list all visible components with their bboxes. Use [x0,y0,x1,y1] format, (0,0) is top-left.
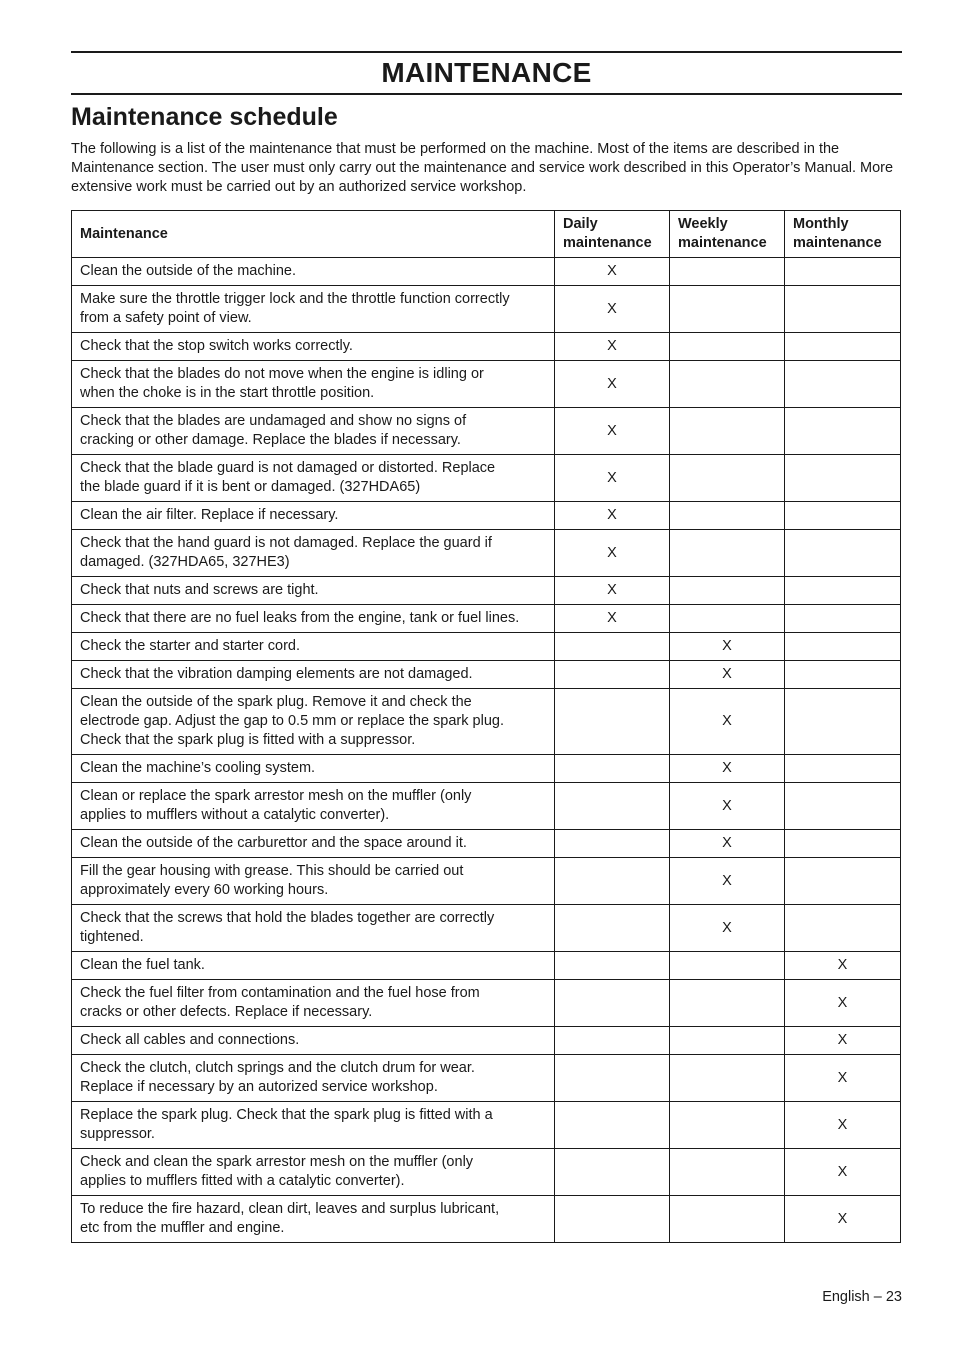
daily-cell: X [555,455,670,502]
table-row [72,577,901,605]
daily-cell [555,689,670,755]
maintenance-schedule-table [71,210,901,1243]
daily-cell [555,1102,670,1149]
task-cell: Check that there are no fuel leaks from the engine, tank or fuel lines. [72,605,555,633]
daily-cell: X [555,286,670,333]
daily-cell: X [555,258,670,286]
weekly-cell [670,530,785,577]
task-cell: Clean or replace the spark arrestor mesh on the muffler (only applies to mufflers without a catalytic converter). [72,783,555,830]
daily-cell [555,980,670,1027]
weekly-cell [670,1196,785,1243]
weekly-cell [670,952,785,980]
task-cell: Check that the stop switch works correctly. [72,333,555,361]
daily-cell: X [555,530,670,577]
monthly-cell: X [785,980,901,1027]
task-cell: Make sure the throttle trigger lock and the throttle function correctly from a safety point of view. [72,286,555,333]
daily-cell [555,1027,670,1055]
task-cell: Check the starter and starter cord. [72,633,555,661]
task-cell: Check that the screws that hold the blades together are correctly tightened. [72,905,555,952]
col-header-weekly: Weekly maintenance [670,211,785,258]
table-row [72,333,901,361]
monthly-cell [785,661,901,689]
task-cell: Check the clutch, clutch springs and the clutch drum for wear. Replace if necessary by an autorized service workshop. [72,1055,555,1102]
monthly-cell [785,455,901,502]
weekly-cell [670,1149,785,1196]
monthly-cell [785,755,901,783]
task-cell: Clean the machine’s cooling system. [72,755,555,783]
weekly-cell: X [670,905,785,952]
task-cell: Clean the outside of the carburettor and the space around it. [72,830,555,858]
monthly-cell [785,905,901,952]
weekly-cell [670,361,785,408]
task-cell: Check that the blades are undamaged and show no signs of cracking or other damage. Replace the blades if necessary. [72,408,555,455]
weekly-cell: X [670,755,785,783]
table-row [72,661,901,689]
weekly-cell: X [670,661,785,689]
task-cell: Check that nuts and screws are tight. [72,577,555,605]
monthly-cell [785,858,901,905]
col-header-daily: Daily maintenance [555,211,670,258]
daily-cell [555,661,670,689]
table-row [72,1102,901,1149]
monthly-cell: X [785,952,901,980]
daily-cell [555,783,670,830]
monthly-cell [785,689,901,755]
daily-cell: X [555,333,670,361]
table-row [72,980,901,1027]
table-row [72,633,901,661]
table-row [72,286,901,333]
table-row [72,905,901,952]
table-row [72,689,901,755]
daily-cell [555,633,670,661]
task-cell: Check that the blades do not move when the engine is idling or when the choke is in the start throttle position. [72,361,555,408]
task-cell: Clean the air filter. Replace if necessary. [72,502,555,530]
table-row [72,952,901,980]
task-cell: Check the fuel filter from contamination and the fuel hose from cracks or other defects. Replace if necessary. [72,980,555,1027]
chapter-banner: MAINTENANCE [71,51,902,95]
monthly-cell: X [785,1055,901,1102]
task-cell: Check that the blade guard is not damaged or distorted. Replace the blade guard if it is bent or damaged. (327HDA65) [72,455,555,502]
daily-cell [555,905,670,952]
daily-cell [555,1196,670,1243]
weekly-cell [670,408,785,455]
monthly-cell [785,530,901,577]
task-cell: Clean the outside of the spark plug. Remove it and check the electrode gap. Adjust the gap to 0.5 mm or replace the spark plug. Check that the spark plug is fitted with a suppressor. [72,689,555,755]
weekly-cell [670,502,785,530]
monthly-cell: X [785,1196,901,1243]
page [71,51,902,1243]
weekly-cell [670,577,785,605]
table-row [72,1196,901,1243]
intro-paragraph: The following is a list of the maintenance that must be performed on the machine. Most of the items are described in the Maintenance section. The user must only carry out the maintenance and service work described in this Operator’s Manual. More extensive work must be carried out by an authorized service workshop. [71,141,894,195]
daily-cell [555,1055,670,1102]
weekly-cell [670,1055,785,1102]
table-row [72,605,901,633]
weekly-cell: X [670,783,785,830]
table-row [72,858,901,905]
daily-cell [555,755,670,783]
section-title: Maintenance schedule [71,103,338,131]
task-cell: Check and clean the spark arrestor mesh on the muffler (only applies to mufflers fitted with a catalytic converter). [72,1149,555,1196]
weekly-cell: X [670,830,785,858]
monthly-cell [785,502,901,530]
col-header-maintenance: Maintenance [72,211,555,258]
table-row [72,1027,901,1055]
table-row [72,1055,901,1102]
page-footer: English – 23 [822,1289,902,1305]
task-cell: Check all cables and connections. [72,1027,555,1055]
task-cell: Check that the vibration damping elements are not damaged. [72,661,555,689]
monthly-cell: X [785,1149,901,1196]
monthly-cell [785,633,901,661]
weekly-cell [670,455,785,502]
daily-cell: X [555,502,670,530]
weekly-cell [670,605,785,633]
table-row [72,1149,901,1196]
monthly-cell [785,361,901,408]
monthly-cell [785,258,901,286]
table-row [72,830,901,858]
monthly-cell [785,783,901,830]
table-row [72,361,901,408]
monthly-cell [785,408,901,455]
table-row [72,408,901,455]
monthly-cell [785,830,901,858]
task-cell: To reduce the fire hazard, clean dirt, leaves and surplus lubricant, etc from the muffler and engine. [72,1196,555,1243]
table-row [72,258,901,286]
table-row [72,530,901,577]
daily-cell [555,952,670,980]
monthly-cell [785,605,901,633]
task-cell: Fill the gear housing with grease. This should be carried out approximately every 60 working hours. [72,858,555,905]
weekly-cell [670,333,785,361]
table-header-row [72,211,901,258]
weekly-cell [670,258,785,286]
table-row [72,783,901,830]
task-cell: Check that the hand guard is not damaged. Replace the guard if damaged. (327HDA65, 327HE3) [72,530,555,577]
table-body [72,258,901,1243]
daily-cell [555,858,670,905]
weekly-cell [670,286,785,333]
weekly-cell: X [670,858,785,905]
daily-cell: X [555,408,670,455]
task-cell: Clean the fuel tank. [72,952,555,980]
table-row [72,455,901,502]
monthly-cell [785,577,901,605]
weekly-cell [670,1102,785,1149]
daily-cell [555,1149,670,1196]
monthly-cell: X [785,1102,901,1149]
monthly-cell: X [785,1027,901,1055]
weekly-cell: X [670,633,785,661]
daily-cell: X [555,361,670,408]
task-cell: Clean the outside of the machine. [72,258,555,286]
weekly-cell [670,980,785,1027]
table-row [72,755,901,783]
weekly-cell: X [670,689,785,755]
daily-cell: X [555,577,670,605]
daily-cell: X [555,605,670,633]
weekly-cell [670,1027,785,1055]
daily-cell [555,830,670,858]
monthly-cell [785,333,901,361]
monthly-cell [785,286,901,333]
col-header-monthly: Monthly maintenance [785,211,901,258]
task-cell: Replace the spark plug. Check that the spark plug is fitted with a suppressor. [72,1102,555,1149]
table-row [72,502,901,530]
